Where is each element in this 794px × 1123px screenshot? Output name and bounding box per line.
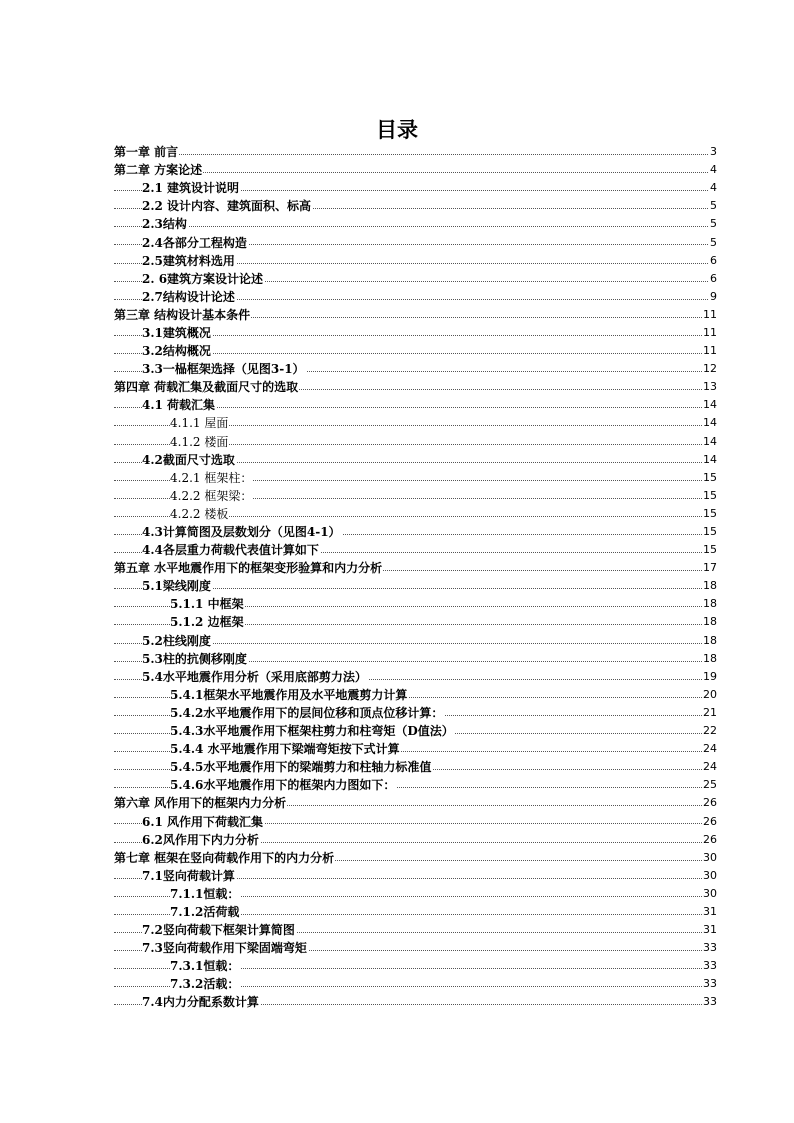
toc-entry-label: 4.1.1 屋面 [170, 416, 229, 431]
toc-entry-label: 第三章 结构设计基本条件 [114, 307, 251, 322]
toc-entry-page: 9 [710, 289, 717, 303]
dot-leader [114, 154, 710, 155]
toc-entry-page: 14 [703, 452, 717, 466]
toc-entry-page: 33 [703, 995, 717, 1009]
toc-entry[interactable] [0, 360, 794, 378]
toc-entry-label: 5.1.1 中框架 [170, 597, 244, 612]
toc-entry[interactable] [0, 143, 794, 161]
toc-entry[interactable] [0, 867, 794, 885]
toc-entry-label: 2.7结构设计论述 [142, 289, 235, 304]
toc-entry[interactable] [0, 288, 794, 306]
toc-entry-page: 25 [703, 778, 717, 792]
toc-entry-label: 7.1竖向荷载计算 [142, 868, 235, 883]
toc-entry[interactable] [0, 740, 794, 758]
toc-entry[interactable] [0, 921, 794, 939]
toc-entry-label: 5.4水平地震作用分析（采用底部剪力法） [142, 669, 367, 684]
toc-entry-label: 4.2.1 框架柱： [170, 470, 253, 485]
toc-entry-page: 5 [710, 217, 717, 231]
dot-leader [114, 226, 710, 227]
toc-entry-label: 5.2柱线刚度 [142, 633, 211, 648]
toc-entry-label: 3.1建筑概况 [142, 325, 211, 340]
toc-entry-label: 7.2竖向荷载下框架计算简图 [142, 923, 295, 938]
toc-entry-page: 4 [710, 163, 717, 177]
toc-entry-label: 3.3一榀框架选择（见图3-1） [142, 362, 305, 377]
toc-entry[interactable] [0, 396, 794, 414]
toc-entry-label: 4.2截面尺寸选取 [142, 452, 235, 467]
toc-entry-page: 24 [703, 742, 717, 756]
toc-entry[interactable] [0, 306, 794, 324]
toc-entry-page: 5 [710, 235, 717, 249]
toc-entry-label: 5.4.6水平地震作用下的框架内力图如下： [170, 778, 396, 793]
toc-entry-page: 19 [703, 669, 717, 683]
toc-entry[interactable] [0, 541, 794, 559]
toc-entry-page: 14 [703, 398, 717, 412]
toc-entry-page: 18 [703, 579, 717, 593]
toc-entry[interactable] [0, 342, 794, 360]
toc-entry[interactable] [0, 414, 794, 432]
toc-entry[interactable] [0, 197, 794, 215]
toc-entry-label: 2. 6建筑方案设计论述 [142, 271, 264, 286]
toc-entry-page: 15 [703, 543, 717, 557]
document-title: 目录 [376, 117, 418, 142]
toc-entry-page: 6 [710, 253, 717, 267]
toc-entry[interactable] [0, 433, 794, 451]
toc-entry[interactable] [0, 505, 794, 523]
toc-entry-label: 第六章 风作用下的框架内力分析 [114, 796, 287, 811]
toc-entry-page: 18 [703, 597, 717, 611]
toc-entry[interactable] [0, 812, 794, 830]
toc-entry-page: 26 [703, 832, 717, 846]
toc-entry-page: 6 [710, 271, 717, 285]
toc-entry[interactable] [0, 722, 794, 740]
toc-entry-page: 17 [703, 561, 717, 575]
toc-entry-label: 第五章 水平地震作用下的框架变形验算和内力分析 [114, 561, 383, 576]
toc-entry-page: 11 [703, 307, 717, 321]
toc-entry-page: 33 [703, 959, 717, 973]
toc-entry-page: 15 [703, 488, 717, 502]
toc-entry-page: 30 [703, 886, 717, 900]
toc-entry[interactable] [0, 469, 794, 487]
toc-entry-label: 5.1梁线刚度 [142, 579, 211, 594]
toc-entry[interactable] [0, 378, 794, 396]
toc-entry-page: 26 [703, 814, 717, 828]
toc-entry-label: 2.3结构 [142, 217, 187, 232]
toc-entry-label: 5.3柱的抗侧移刚度 [142, 651, 247, 666]
toc-entry-label: 5.4.1框架水平地震作用及水平地震剪力计算 [170, 687, 408, 702]
toc-entry[interactable] [0, 252, 794, 270]
toc-entry-page: 5 [710, 199, 717, 213]
toc-entry-page: 13 [703, 380, 717, 394]
toc-entry[interactable] [0, 179, 794, 197]
toc-entry-label: 4.4各层重力荷载代表值计算如下 [142, 543, 319, 558]
toc-entry[interactable] [0, 704, 794, 722]
toc-entry-page: 11 [703, 344, 717, 358]
toc-entry-page: 31 [703, 904, 717, 918]
toc-entry[interactable] [0, 939, 794, 957]
toc-entry[interactable] [0, 577, 794, 595]
toc-entry-page: 20 [703, 687, 717, 701]
toc-entry[interactable] [0, 324, 794, 342]
toc-entry[interactable] [0, 632, 794, 650]
toc-entry-page: 15 [703, 525, 717, 539]
toc-entry-page: 31 [703, 923, 717, 937]
toc-entry-label: 3.2结构概况 [142, 344, 211, 359]
toc-entry[interactable] [0, 613, 794, 631]
toc-entry-label: 第七章 框架在竖向荷载作用下的内力分析 [114, 850, 335, 865]
toc-entry-label: 第一章 前言 [114, 145, 179, 160]
toc-entry[interactable] [0, 957, 794, 975]
toc-entry-page: 33 [703, 977, 717, 991]
toc-entry-page: 18 [703, 651, 717, 665]
toc-entry-page: 15 [703, 470, 717, 484]
toc-entry-label: 2.1 建筑设计说明 [142, 181, 240, 196]
toc-entry-label: 5.4.5水平地震作用下的梁端剪力和柱轴力标准值 [170, 760, 432, 775]
toc-entry-page: 3 [710, 145, 717, 159]
toc-entry-label: 5.1.2 边框架 [170, 615, 244, 630]
toc-entry-page: 15 [703, 506, 717, 520]
toc-entry-label: 4.2.2 楼板 [170, 506, 229, 521]
toc-entry[interactable] [0, 668, 794, 686]
toc-entry-label: 2.5建筑材料选用 [142, 253, 235, 268]
toc-entry[interactable] [0, 776, 794, 794]
toc-entry[interactable] [0, 849, 794, 867]
toc-entry-page: 21 [703, 705, 717, 719]
toc-entry-page: 33 [703, 941, 717, 955]
toc-entry-label: 7.3.2活载： [170, 977, 240, 992]
toc-entry[interactable] [0, 233, 794, 251]
toc-entry-page: 30 [703, 868, 717, 882]
toc-entry-label: 5.4.3水平地震作用下框架柱剪力和柱弯矩（D值法） [170, 724, 454, 739]
toc-entry-label: 5.4.4 水平地震作用下梁端弯矩按下式计算 [170, 742, 400, 757]
toc-entry-label: 2.4各部分工程构造 [142, 235, 247, 250]
toc-entry-page: 24 [703, 760, 717, 774]
toc-entry[interactable] [0, 161, 794, 179]
toc-entry[interactable] [0, 993, 794, 1011]
toc-entry[interactable] [0, 650, 794, 668]
toc-entry[interactable] [0, 523, 794, 541]
toc-entry-label: 第二章 方案论述 [114, 163, 203, 178]
toc-entry[interactable] [0, 559, 794, 577]
toc-entry[interactable] [0, 487, 794, 505]
toc-entry-label: 4.1 荷载汇集 [142, 398, 216, 413]
toc-entry-label: 4.2.2 框架梁： [170, 488, 253, 503]
toc-entry[interactable] [0, 831, 794, 849]
toc-entry-label: 5.4.2水平地震作用下的层间位移和顶点位移计算： [170, 705, 444, 720]
toc-entry[interactable] [0, 758, 794, 776]
toc-entry-page: 11 [703, 325, 717, 339]
toc-entry-page: 22 [703, 724, 717, 738]
toc-entry[interactable] [0, 975, 794, 993]
toc-entry-label: 第四章 荷载汇集及截面尺寸的选取 [114, 380, 299, 395]
dot-leader [114, 172, 710, 173]
toc-entry-label: 7.4内力分配系数计算 [142, 995, 259, 1010]
toc-entry-label: 4.1.2 楼面 [170, 434, 229, 449]
toc-entry-label: 7.1.2活荷载 [170, 904, 240, 919]
table-of-contents [0, 143, 794, 1012]
toc-entry[interactable] [0, 270, 794, 288]
toc-entry[interactable] [0, 595, 794, 613]
toc-entry[interactable] [0, 794, 794, 812]
toc-entry-label: 7.3.1恒载： [170, 959, 240, 974]
toc-entry-page: 4 [710, 181, 717, 195]
toc-entry-page: 30 [703, 850, 717, 864]
toc-entry-label: 7.1.1恒载： [170, 886, 240, 901]
toc-entry-label: 6.1 风作用下荷载汇集 [142, 814, 264, 829]
toc-entry-page: 18 [703, 633, 717, 647]
toc-entry-label: 7.3竖向荷载作用下梁固端弯矩 [142, 941, 307, 956]
toc-entry[interactable] [0, 903, 794, 921]
toc-entry-label: 6.2风作用下内力分析 [142, 832, 259, 847]
toc-entry-label: 2.2 设计内容、建筑面积、标高 [142, 199, 312, 214]
toc-entry-page: 12 [703, 362, 717, 376]
toc-entry[interactable] [0, 215, 794, 233]
toc-entry-label: 4.3计算简图及层数划分（见图4-1） [142, 525, 341, 540]
toc-entry-page: 26 [703, 796, 717, 810]
toc-entry[interactable] [0, 885, 794, 903]
toc-entry[interactable] [0, 686, 794, 704]
toc-entry-page: 14 [703, 416, 717, 430]
toc-entry[interactable] [0, 451, 794, 469]
toc-entry-page: 14 [703, 434, 717, 448]
toc-entry-page: 18 [703, 615, 717, 629]
